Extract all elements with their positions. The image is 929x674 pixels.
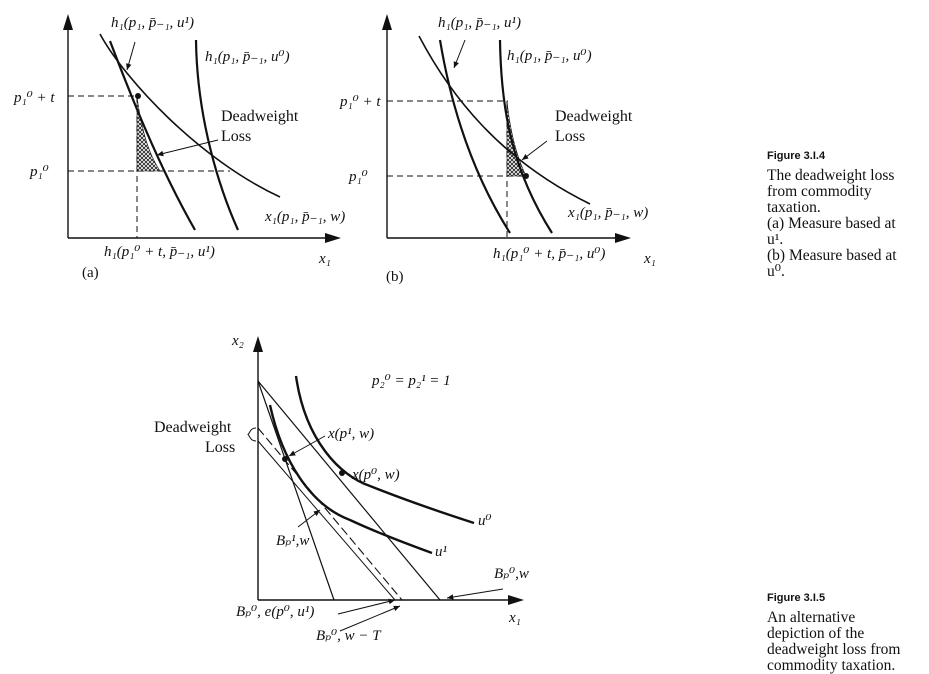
hicksian-curve-u1 [440,40,510,233]
budget-label-tax: Bₚ⁰, w − T [316,628,381,644]
curve-label-h-u1: h₁(p₁, p̄₋₁, u¹) [438,15,522,31]
point-label-x-p0: x(p⁰, w) [352,467,400,483]
y-tick-low: p₁⁰ [349,169,368,185]
x-tick-label: h₁(p₁⁰ + t, p̄₋₁, u⁰) [493,246,606,262]
indifference-curve-u0 [296,376,474,523]
y-tick-high: p₁⁰ + t [340,94,381,110]
point-x-p0 [339,470,345,476]
dwl-label-line2: Loss [555,128,586,145]
arrow-budget-p0 [447,589,503,598]
intersection-point [523,173,529,179]
y-axis-arrow-icon [382,14,392,30]
caption-line: commodity taxation. [767,657,896,674]
hicksian-curve-u1 [110,41,195,230]
intersection-point [135,93,141,99]
caption-line: u¹. [767,231,784,248]
x-axis-arrow-icon [615,233,631,243]
dwl-label-line1: Deadweight [555,108,633,125]
figure-3-1-4b [339,14,656,285]
budget-line-p1-w [258,381,334,600]
caption-line: taxation. [767,199,821,216]
arrow-budget-p1 [298,510,320,527]
curve-label-walras: x₁(p₁, p̄₋₁, w) [265,209,346,225]
x-axis-label: x₁ [509,610,521,626]
arrow-u1 [454,40,465,68]
deadweight-loss-area [507,101,526,176]
x-axis-label: x₁ [644,251,656,267]
dwl-label-line1: Deadweight [221,108,299,125]
indiff-label-u1: u¹ [435,544,447,560]
arrow-x-p1 [289,436,325,456]
budget-label-expenditure: Bₚ⁰, e(p⁰, u¹) [236,604,315,620]
curve-label-walras: x₁(p₁, p̄₋₁, w) [568,205,649,221]
dwl-label-line1: Deadweight [154,419,232,436]
price-note: p₂⁰ = p₂¹ = 1 [372,373,451,389]
caption-figure-3-1-5 [767,592,927,674]
y-axis-arrow-icon [63,14,73,30]
dwl-label-line2: Loss [221,128,252,145]
y-tick-low: p₁⁰ [30,164,49,180]
caption-line: An alternative [767,609,856,626]
caption-line: (b) Measure based at [767,247,897,264]
panel-tag: (a) [82,265,99,281]
dwl-brace [248,428,256,441]
caption-line: depiction of the [767,625,865,642]
y-tick-high: p₁⁰ + t [14,90,55,106]
arrow-u1 [127,42,135,70]
caption-line: u⁰. [767,263,785,280]
x-tick-label: h₁(p₁⁰ + t, p̄₋₁, u¹) [104,244,215,260]
caption-title: Figure 3.I.4 [767,150,826,162]
x-axis-arrow-icon [325,233,341,243]
caption-line: The deadweight loss [767,167,895,184]
caption-line: deadweight loss from [767,641,901,658]
y-axis-arrow-icon [253,336,263,352]
x-axis-label: x₁ [319,251,331,267]
budget-label-p1: Bₚ¹,w [276,533,310,549]
y-axis-label: x₂ [232,333,244,349]
point-x-p1 [282,456,288,462]
caption-figure-3-1-4 [767,150,927,280]
indiff-label-u0: u⁰ [478,513,492,529]
budget-label-p0: Bₚ⁰,w [494,566,529,582]
caption-line: (a) Measure based at [767,215,896,232]
panel-tag: (b) [386,269,404,285]
caption-line: from commodity [767,183,872,200]
budget-line-p0-w [258,381,440,600]
point-label-x-p1: x(p¹, w) [328,426,375,442]
curve-label-h-u0: h₁(p₁, p̄₋₁, u⁰) [507,48,592,64]
figure-3-1-4a [13,14,345,281]
dwl-label-line2: Loss [205,439,236,456]
arrow-dwl [522,141,547,160]
figure-3-1-5 [154,333,529,644]
curve-label-h-u1: h₁(p₁, p̄₋₁, u¹) [111,15,195,31]
caption-title: Figure 3.I.5 [767,592,826,604]
curve-label-h-u0: h₁(p₁, p̄₋₁, u⁰) [205,49,290,65]
x-axis-arrow-icon [508,595,524,605]
budget-line-expenditure [258,428,402,600]
